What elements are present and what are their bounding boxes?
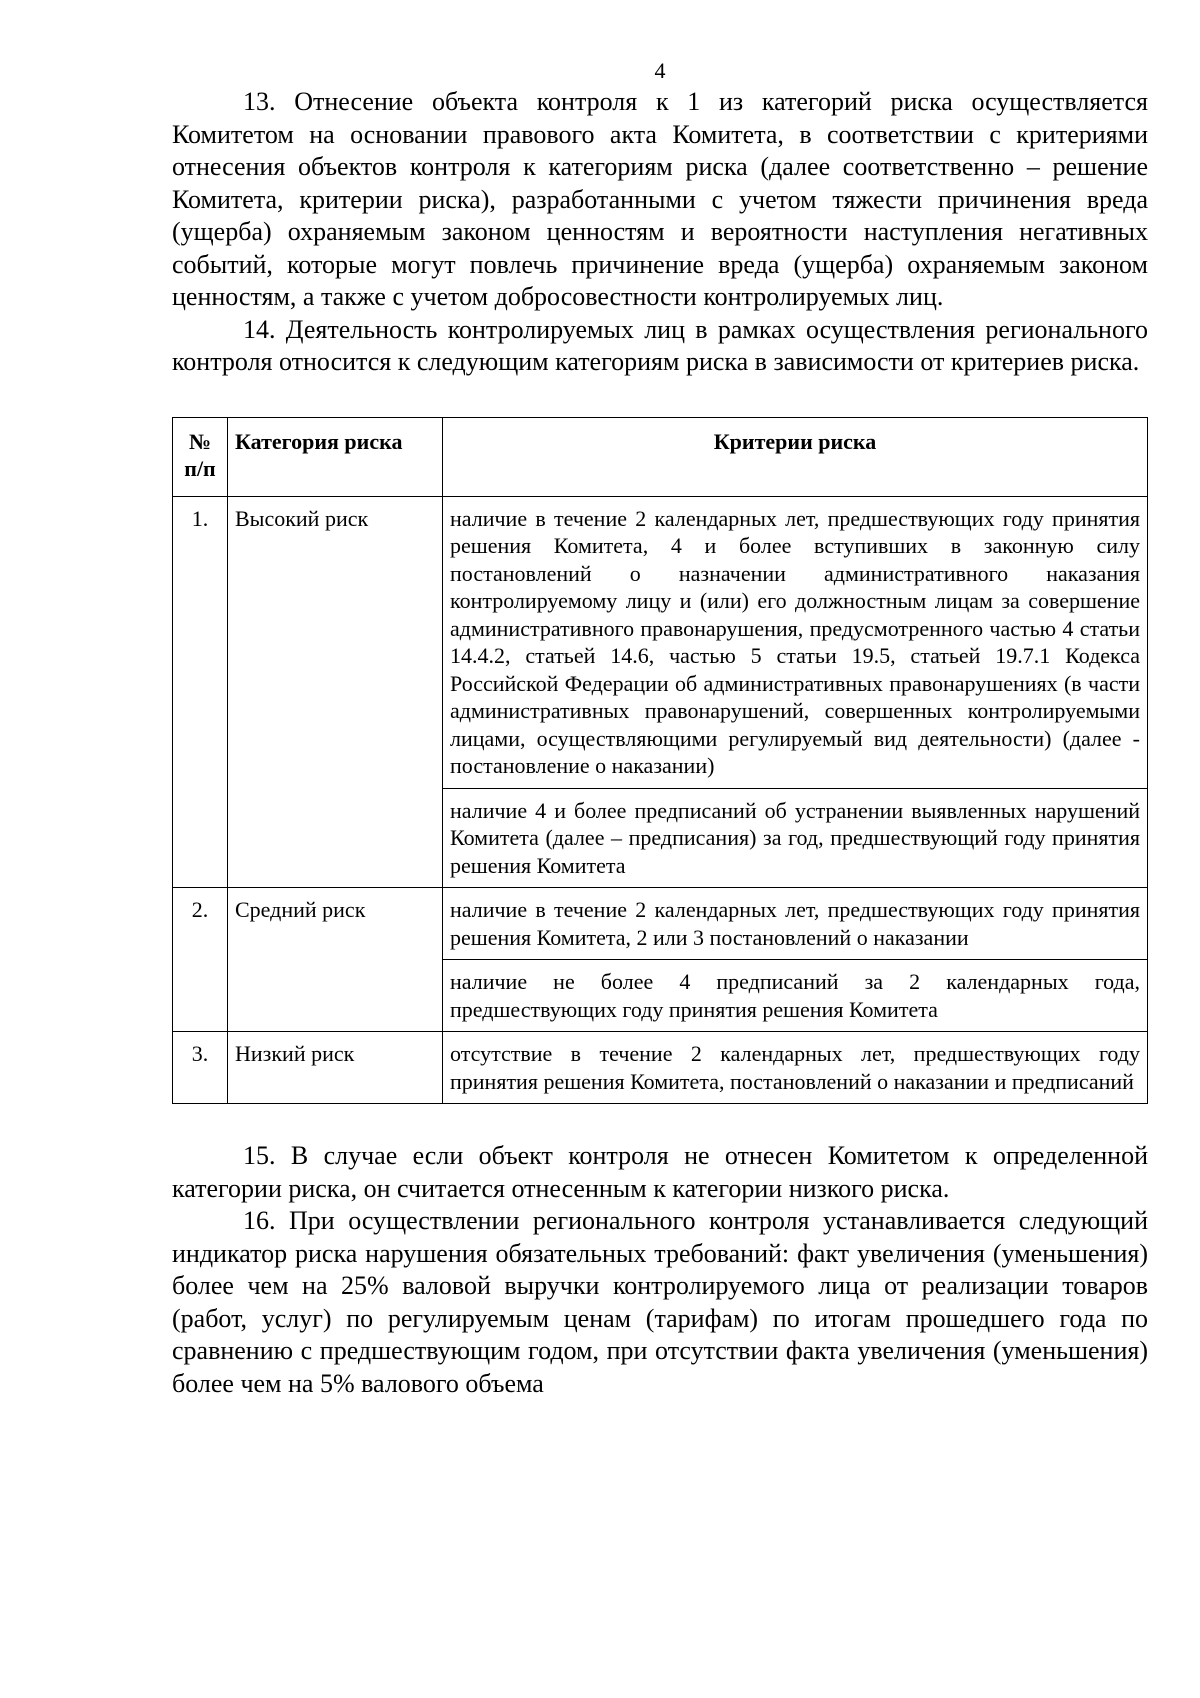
row-criterion: наличие в течение 2 календарных лет, предшествующих году принятия решения Комитета, 4 и более вступивших в законную силу постановлений о назначении административного наказания контролируемому лицу и (или) его должностным лицам за совершение административного правонарушения, предусмотренного частью 4 статьи 14.4.2, статьей 14.6, частью 5 статьи 19.5, статьей 19.7.1 Кодекса Российской Федерации об административных правонарушениях (в части административных правонарушений, совершенных контролируемыми лицами, осуществляющими регулируемый вид деятельности) (далее - постановление о наказании) <box>443 496 1148 788</box>
table-row <box>173 1032 1148 1104</box>
risk-category-table <box>172 417 1148 1105</box>
paragraph-15: 15. В случае если объект контроля не отнесен Комитетом к определенной категории риска, он считается отнесенным к категории низкого риска. <box>172 1141 1148 1203</box>
paragraph-14: 14. Деятельность контролируемых лиц в рамках осуществления регионального контроля относится к следующим категориям риска в зависимости от критериев риска. <box>172 314 1148 376</box>
paragraph-16: 16. При осуществлении регионального контроля устанавливается следующий индикатор риска нарушения обязательных требований: факт увеличения (уменьшения) более чем на 25% валовой выручки контролируемого лица от реализации товаров (работ, услуг) по регулируемым ценам (тарифам) по итогам прошедшего года по сравнению с предшествующим годом, при отсутствии факта увеличения (уменьшения) более чем на 5% валового объема <box>172 1206 1148 1398</box>
document-page <box>172 58 1148 1400</box>
header-num: № п/п <box>173 417 228 496</box>
row-criterion: наличие в течение 2 календарных лет, предшествующих году принятия решения Комитета, 2 или 3 постановлений о наказании <box>443 888 1148 960</box>
table-header-row <box>173 417 1148 496</box>
row-category: Высокий риск <box>228 496 443 888</box>
header-category: Категория риска <box>228 417 443 496</box>
row-num: 3. <box>173 1032 228 1104</box>
row-criterion: наличие не более 4 предписаний за 2 календарных года, предшествующих году принятия решения Комитета <box>443 960 1148 1032</box>
table-row <box>173 888 1148 960</box>
row-num: 1. <box>173 496 228 888</box>
header-criteria: Критерии риска <box>443 417 1148 496</box>
row-criterion: отсутствие в течение 2 календарных лет, предшествующих году принятия решения Комитета, постановлений о наказании и предписаний <box>443 1032 1148 1104</box>
row-num: 2. <box>173 888 228 1032</box>
row-category: Средний риск <box>228 888 443 1032</box>
paragraph-13: 13. Отнесение объекта контроля к 1 из категорий риска осуществляется Комитетом на основании правового акта Комитета, в соответствии с критериями отнесения объектов контроля к категориям риска (далее соответственно – решение Комитета, критерии риска), разработанными с учетом тяжести причинения вреда (ущерба) охраняемым законом ценностям и вероятности наступления негативных событий, которые могут повлечь причинение вреда (ущерба) охраняемым законом ценностям, а также с учетом добросовестности контролируемых лиц. <box>172 87 1148 311</box>
row-criterion: наличие 4 и более предписаний об устранении выявленных нарушений Комитета (далее – предписания) за год, предшествующий году принятия решения Комитета <box>443 788 1148 888</box>
page-number: 4 <box>654 58 666 83</box>
row-category: Низкий риск <box>228 1032 443 1104</box>
table-row <box>173 496 1148 788</box>
